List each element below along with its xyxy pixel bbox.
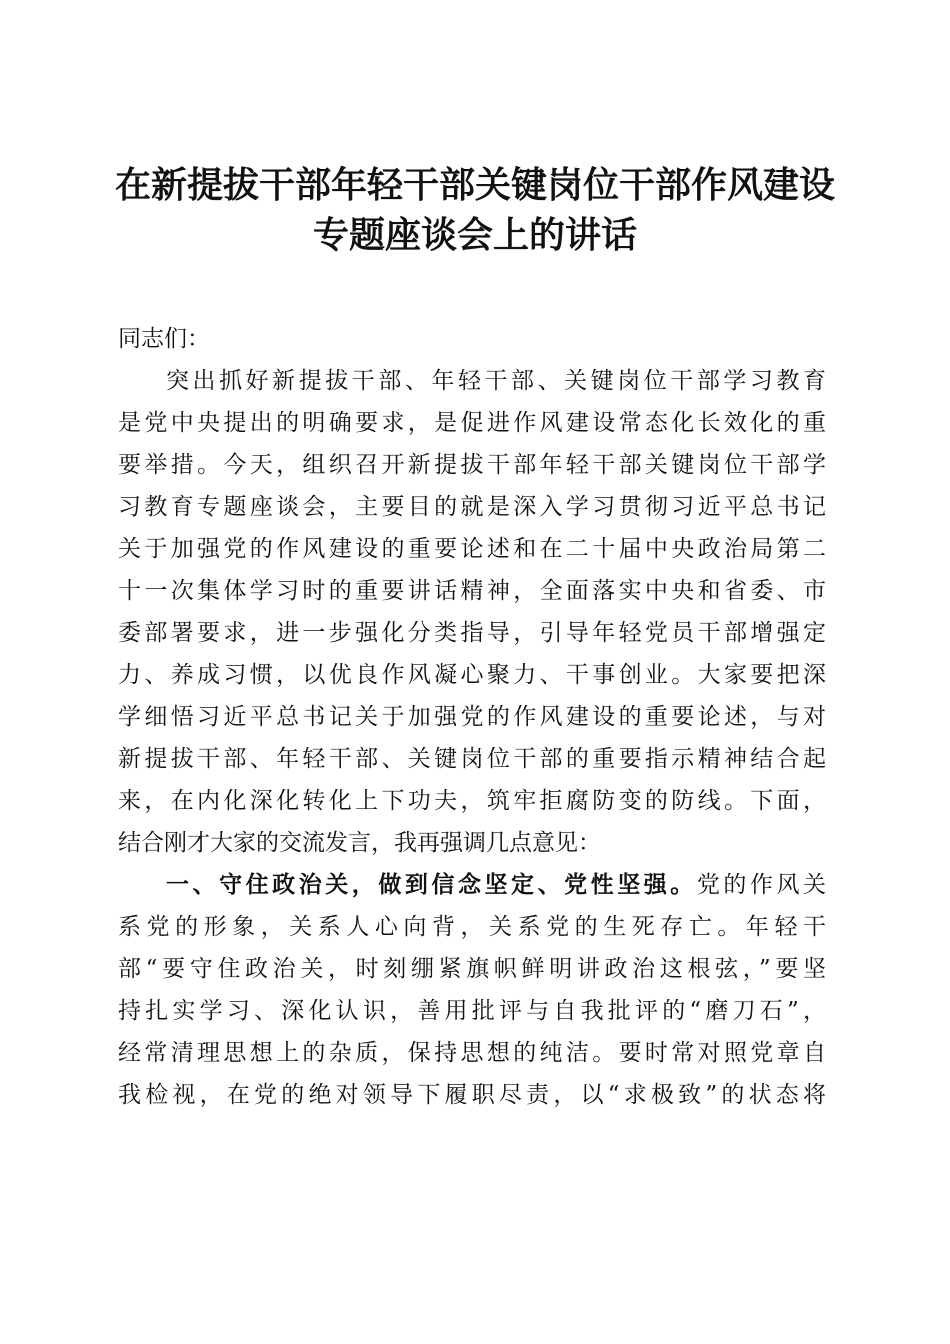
text-line: 要举措。今天，组织召开新提拔干部年轻干部关键岗位干部学 <box>118 452 826 478</box>
text-line: 力、养成习惯，以优良作风凝心聚力、干事创业。大家要把深 <box>118 662 826 688</box>
text-line: 十一次集体学习时的重要讲话精神，全面落实中央和省委、市 <box>118 578 826 604</box>
text-line: 我检视，在党的绝对领导下履职尽责，以“求极致”的状态将 <box>118 1082 826 1108</box>
text-line: 学细悟习近平总书记关于加强党的作风建设的重要论述，与对 <box>118 704 826 730</box>
text-line: 新提拔干部、年轻干部、关键岗位干部的重要指示精神结合起 <box>118 746 826 772</box>
text-line: 经常清理思想上的杂质，保持思想的纯洁。要时常对照党章自 <box>118 1040 826 1066</box>
text-line: 习教育专题座谈会，主要目的就是深入学习贯彻习近平总书记 <box>118 494 826 520</box>
text-line: 委部署要求，进一步强化分类指导，引导年轻党员干部增强定 <box>118 620 826 646</box>
text-line: 是党中央提出的明确要求，是促进作风建设常态化长效化的重 <box>118 410 826 436</box>
text-line: 持扎实学习、深化认识，善用批评与自我批评的“磨刀石”， <box>118 998 826 1024</box>
text-line: 来，在内化深化转化上下功夫，筑牢拒腐防变的防线。下面， <box>118 788 826 814</box>
section-1 <box>118 864 826 1116</box>
paragraph-intro <box>118 360 826 864</box>
text-line: 系党的形象，关系人心向背，关系党的生死存亡。年轻干 <box>118 914 826 940</box>
text-line: 结合刚才大家的交流发言，我再强调几点意见： <box>118 830 601 856</box>
section-1-first-line-rest: 党的作风关 <box>696 872 826 898</box>
text-line: 突出抓好新提拔干部、年轻干部、关键岗位干部学习教育 <box>166 368 826 394</box>
section-1-heading: 一、守住政治关，做到信念坚定、党性坚强。 <box>166 871 697 898</box>
section-1-first-line <box>118 864 826 906</box>
salutation: 同志们： <box>118 326 210 352</box>
document-body <box>118 318 826 1116</box>
text-line: 关于加强党的作风建设的重要论述和在二十届中央政治局第二 <box>118 536 826 562</box>
document-title <box>100 160 850 260</box>
title-line-2: 专题座谈会上的讲话 <box>312 214 637 256</box>
text-line: 部“要守住政治关，时刻绷紧旗帜鲜明讲政治这根弦，”要坚 <box>118 956 826 982</box>
title-line-1: 在新提拔干部年轻干部关键岗位干部作风建设 <box>114 164 835 206</box>
